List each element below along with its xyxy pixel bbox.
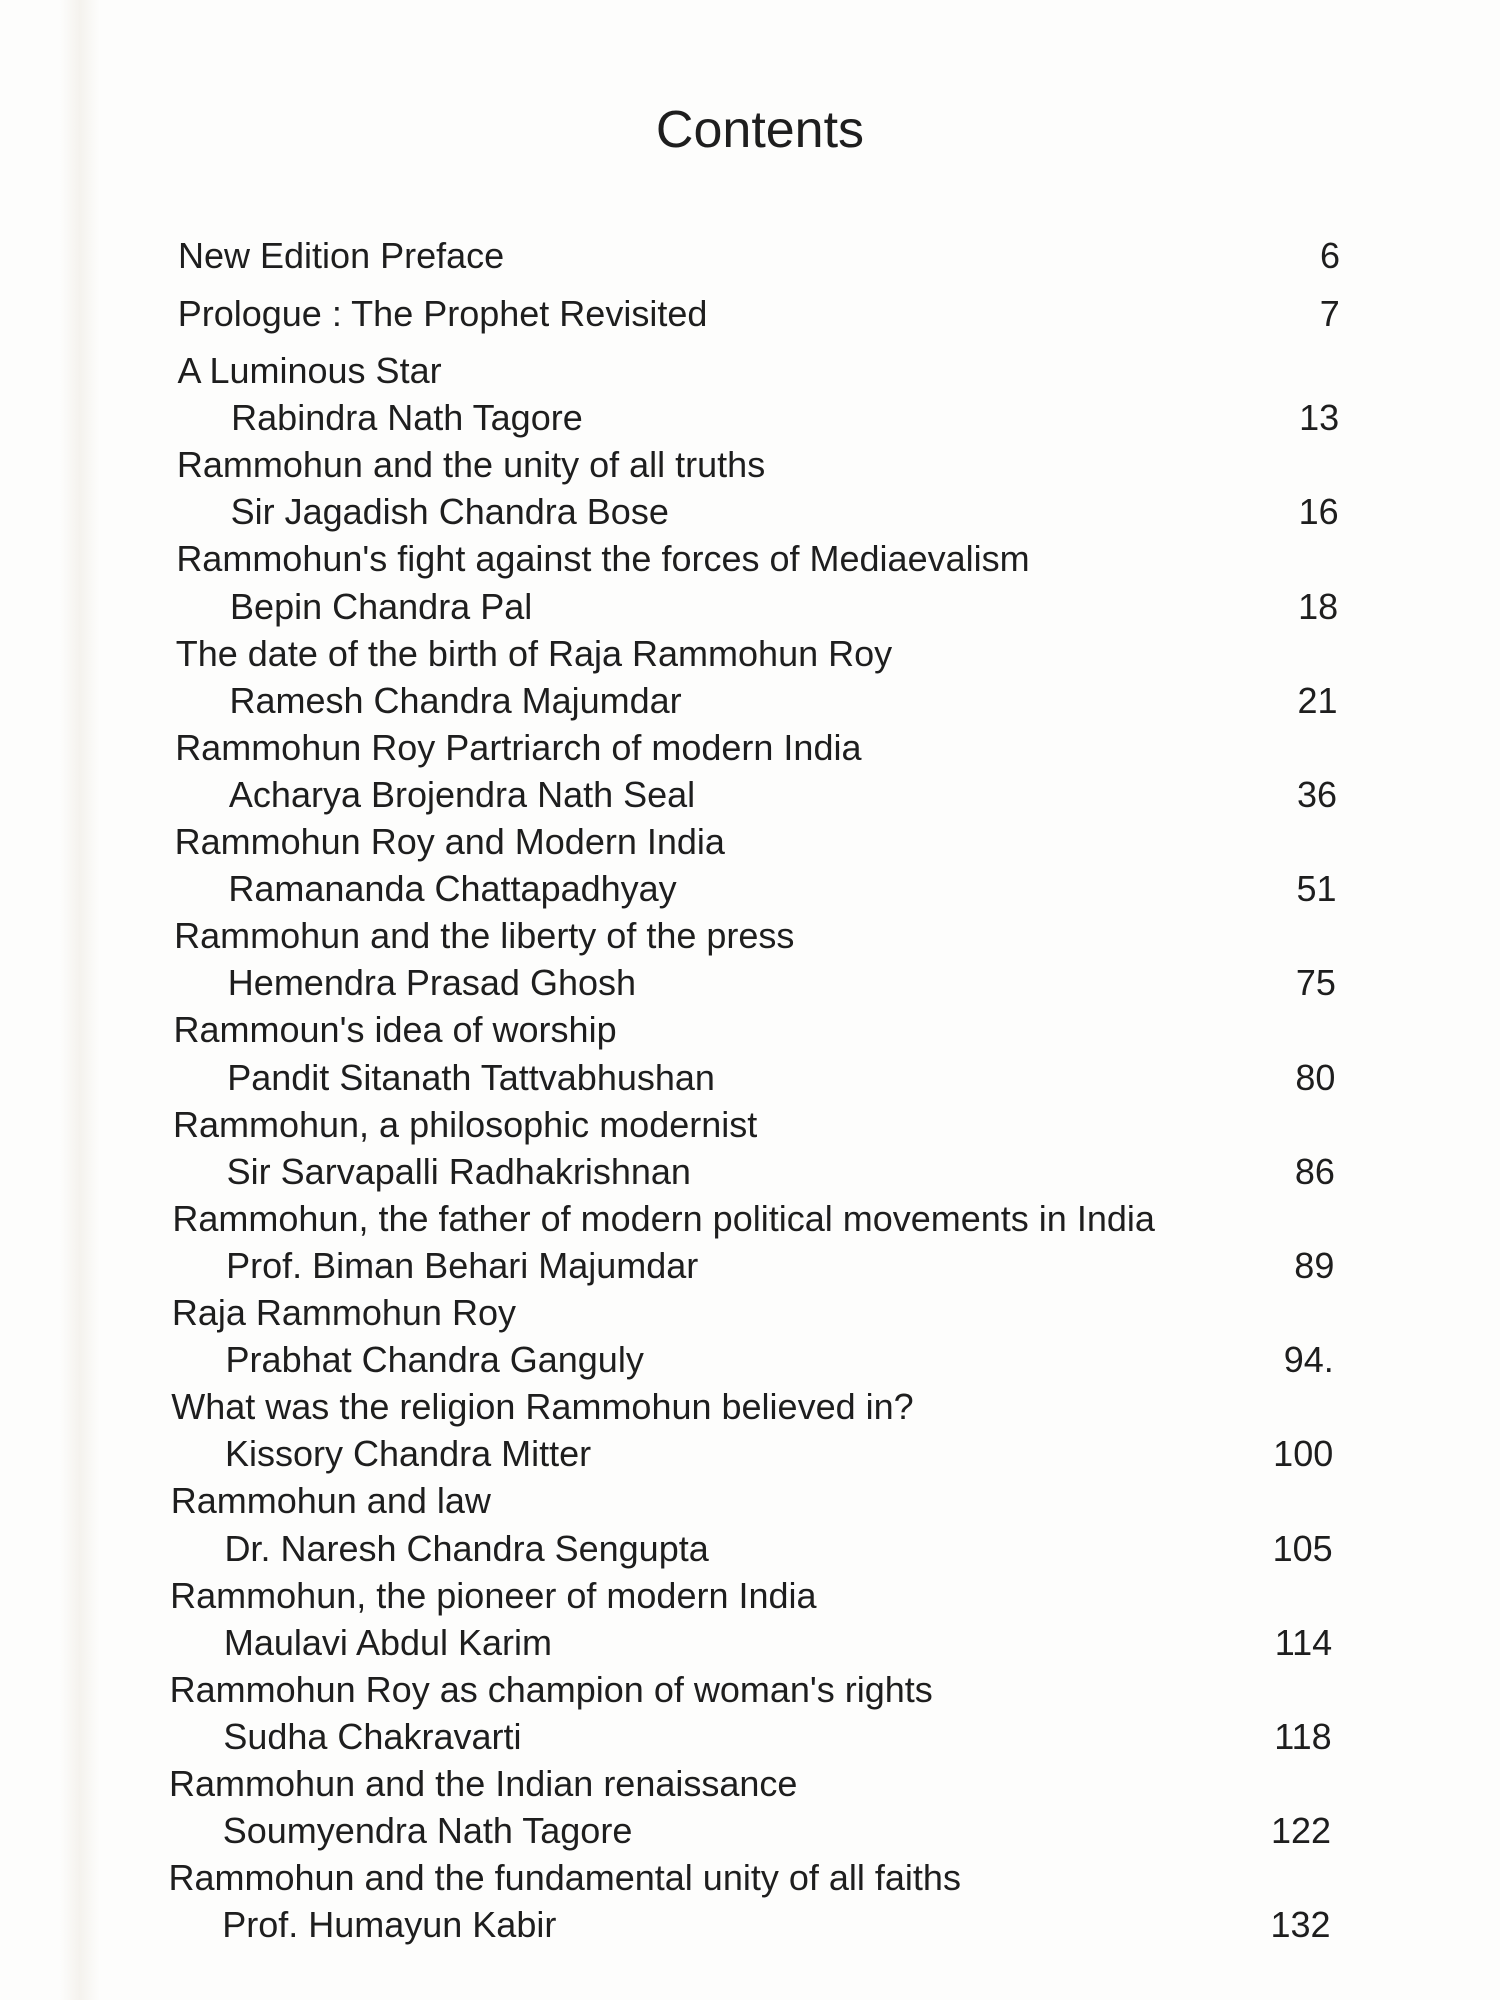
entry-title: New Edition Preface [178,235,505,276]
entry-page-number: 6 [1319,235,1340,276]
entry-page-number: 105 [1272,1527,1333,1569]
entry-author: Sudha Chakravarti [223,1715,522,1757]
entry-title: Rammohun and the fundamental unity of all faiths [168,1857,961,1899]
entry-author: Sir Sarvapalli Radhakrishnan [226,1150,691,1192]
entry-page-number: 18 [1298,585,1339,627]
toc-entry-author-row [0,1336,1500,1383]
entry-page-number: 51 [1296,868,1337,910]
toc-entry-title-row [0,1195,1500,1242]
toc-entry-author-row [0,677,1500,724]
toc-entry-title-row [0,1289,1500,1336]
toc-entry-author-row [0,1713,1500,1760]
entry-page-number: 132 [1270,1904,1331,1946]
entry-author: Kissory Chandra Mitter [225,1433,592,1475]
toc-entry-title-row [0,347,1500,394]
entry-page-number: 86 [1294,1150,1335,1192]
entry-title: A Luminous Star [177,350,442,391]
toc-entry-author-row [0,394,1500,441]
entry-author: Dr. Naresh Chandra Sengupta [224,1527,709,1569]
entry-author: Sir Jagadish Chandra Bose [230,491,669,533]
toc-entry-author-row [0,1619,1500,1666]
entry-title: The date of the birth of Raja Rammohun Roy [175,632,893,674]
entry-page-number: 7 [1319,293,1340,334]
entry-page-number: 75 [1295,962,1336,1004]
toc-entry-title-row [0,1006,1500,1053]
toc-entry-author-row [0,583,1500,630]
entry-page-number: 36 [1296,773,1338,815]
entry-author: Hemendra Prasad Ghosh [227,962,637,1004]
toc-entry-title-row [0,1572,1500,1619]
entry-page-number: 16 [1298,491,1339,533]
toc-entry-title-row [0,1666,1500,1713]
toc-entry-author-row [0,771,1500,818]
toc-entry-author-row [0,1807,1500,1854]
entry-author: Bepin Chandra Pal [230,585,533,627]
entry-author: Maulavi Abdul Karim [223,1621,553,1663]
entry-title: Rammohun Roy Partriarch of modern India [175,726,862,768]
toc-entry-title-row [0,724,1500,771]
entry-title: Rammoun's idea of worship [173,1009,617,1051]
toc-entry-author-row [0,1148,1500,1195]
entry-author: Rabindra Nath Tagore [231,397,583,439]
entry-author: Prof. Humayun Kabir [222,1904,557,1946]
entry-title: Rammohun's fight against the forces of Mediaevalism [176,538,1030,580]
entry-page-number: 118 [1274,1715,1332,1757]
toc-entry-title-row [0,441,1500,488]
entry-title: Rammohun and the unity of all truths [176,444,766,486]
entry-page-number: 89 [1294,1244,1335,1286]
entry-title: Rammohun, the father of modern political movements in India [172,1197,1155,1239]
toc-entry-title-row [0,1760,1500,1807]
entry-title: Rammohun Roy as champion of woman's rights [169,1668,933,1710]
toc-entry-title-row [0,232,1500,279]
toc-entry-author-row [0,865,1500,912]
entry-title: Rammohun, a philosophic modernist [172,1103,758,1145]
entry-title: Rammohun Roy and Modern India [174,821,725,862]
entry-title: Raja Rammohun Roy [171,1292,516,1333]
toc-entry-title-row [0,1101,1500,1148]
entry-author: Ramananda Chattapadhyay [228,868,677,910]
toc-entry-title-row [0,912,1500,959]
page-title: Contents [655,101,865,159]
toc-entry-title-row [0,1854,1500,1901]
toc-entry-author-row [0,488,1500,535]
entry-title: Prologue : The Prophet Revisited [177,293,708,334]
toc-entry-author-row [0,1054,1500,1101]
entry-author: Prabhat Chandra Ganguly [225,1339,644,1381]
entry-title: Rammohun and the liberty of the press [174,915,795,957]
toc-entry-title-row [0,1477,1500,1524]
entry-title: Rammohun and the Indian renaissance [169,1763,798,1804]
entry-page-number: 100 [1273,1433,1334,1475]
toc-entry-title-row [0,1383,1500,1430]
entry-title: Rammohun and law [170,1480,491,1522]
toc-entry-author-row [0,1525,1500,1572]
entry-page-number: 122 [1271,1810,1332,1852]
entry-author: Ramesh Chandra Majumdar [229,679,682,721]
toc-entry-title-row [0,818,1500,865]
toc-entry-title-row [0,535,1500,582]
toc-entry-author-row [0,1901,1500,1948]
entry-page-number: 80 [1295,1056,1336,1098]
entry-title: What was the religion Rammohun believed in? [171,1386,914,1428]
toc-entry-author-row [0,1430,1500,1477]
toc-entry-author-row [0,1242,1500,1289]
entry-page-number: 114 [1274,1621,1333,1663]
toc-entry-title-row [0,630,1500,677]
entry-author: Acharya Brojendra Nath Seal [228,773,696,815]
toc-entry-title-row [0,290,1500,337]
entry-page-number: 21 [1297,679,1338,721]
entry-page-number: 94. [1283,1339,1334,1381]
entry-author: Pandit Sitanath Tattvabhushan [227,1056,715,1098]
entry-title: Rammohun, the pioneer of modern India [170,1574,817,1616]
entry-author: Soumyendra Nath Tagore [222,1810,633,1852]
toc-entry-author-row [0,959,1500,1006]
entry-page-number: 13 [1299,397,1340,439]
entry-author: Prof. Biman Behari Majumdar [226,1244,699,1286]
